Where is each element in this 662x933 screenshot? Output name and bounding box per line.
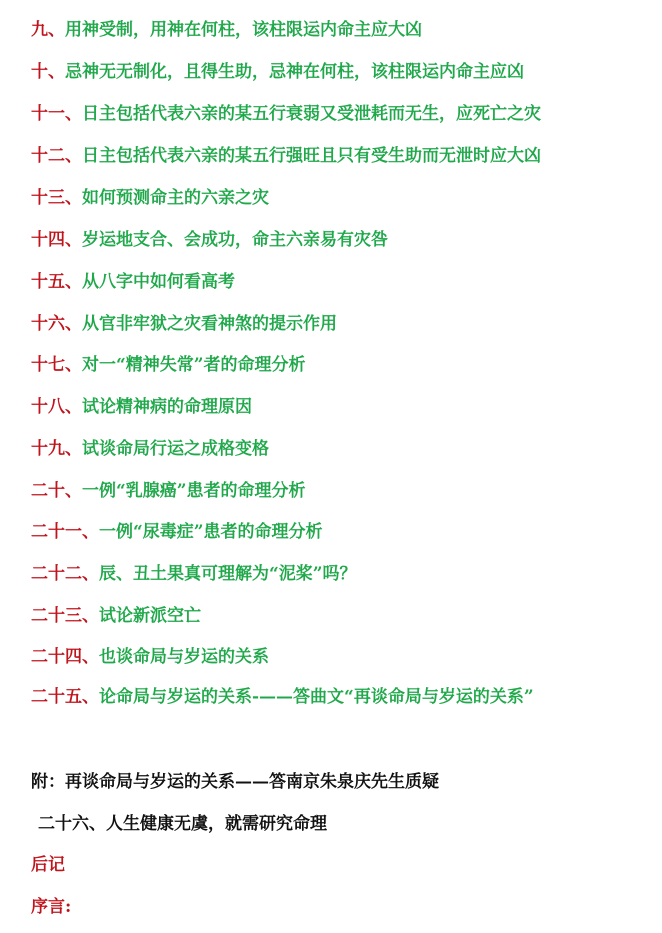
toc-afterword: 后记 xyxy=(31,855,65,875)
toc-item-12 xyxy=(31,144,631,168)
toc-number: 十九、 xyxy=(31,439,82,459)
toc-number: 十四、 xyxy=(31,230,82,250)
toc-item-19 xyxy=(31,437,631,461)
toc-number: 十二、 xyxy=(31,146,82,166)
toc-number: 二十四、 xyxy=(31,647,99,667)
toc-number: 十五、 xyxy=(31,272,82,292)
toc-number: 十、 xyxy=(31,62,65,82)
toc-number: 二十、 xyxy=(31,481,82,501)
toc-item-11 xyxy=(31,102,631,126)
toc-number: 九、 xyxy=(31,20,65,40)
toc-appendix: 附：再谈命局与岁运的关系——答南京朱泉庆先生质疑 xyxy=(31,772,439,792)
toc-item-26: 二十六、人生健康无虞，就需研究命理 xyxy=(38,814,327,834)
toc-item-22 xyxy=(31,562,631,586)
toc-title: 试论新派空亡 xyxy=(99,606,201,626)
toc-number: 二十五、 xyxy=(31,687,99,707)
toc-item-10 xyxy=(31,60,631,84)
toc-number: 十三、 xyxy=(31,188,82,208)
toc-title: 一例“乳腺癌”患者的命理分析 xyxy=(82,481,306,501)
toc-title: 从八字中如何看高考 xyxy=(82,272,235,292)
toc-item-9 xyxy=(31,18,631,42)
toc-title: 日主包括代表六亲的某五行衰弱又受泄耗而无生，应死亡之灾 xyxy=(82,104,541,124)
toc-item-16 xyxy=(31,312,631,336)
toc-title: 试谈命局行运之成格变格 xyxy=(82,439,269,459)
toc-number: 十一、 xyxy=(31,104,82,124)
toc-preface: 序言: xyxy=(31,897,72,917)
toc-number: 二十二、 xyxy=(31,564,99,584)
toc-title: 忌神无无制化，且得生助，忌神在何柱，该柱限运内命主应凶 xyxy=(65,62,524,82)
toc-title: 从官非牢狱之灾看神煞的提示作用 xyxy=(82,314,337,334)
toc-title: 也谈命局与岁运的关系 xyxy=(99,647,269,667)
toc-title: 试论精神病的命理原因 xyxy=(82,397,252,417)
toc-title: 辰、丑土果真可理解为“泥桨”吗？ xyxy=(99,564,357,584)
toc-item-23 xyxy=(31,604,631,628)
toc-title: 一例“尿毒症”患者的命理分析 xyxy=(99,522,323,542)
toc-item-15 xyxy=(31,270,631,294)
toc-item-20 xyxy=(31,479,631,503)
toc-number: 十六、 xyxy=(31,314,82,334)
toc-title: 岁运地支合、会成功，命主六亲易有灾咎 xyxy=(82,230,388,250)
toc-title: 用神受制，用神在何柱，该柱限运内命主应大凶 xyxy=(65,20,422,40)
toc-item-21 xyxy=(31,520,631,544)
toc-number: 十七、 xyxy=(31,355,82,375)
toc-title: 日主包括代表六亲的某五行强旺且只有受生助而无泄时应大凶 xyxy=(82,146,541,166)
toc-item-24 xyxy=(31,645,631,669)
toc-item-18 xyxy=(31,395,631,419)
toc-number: 十八、 xyxy=(31,397,82,417)
toc-number: 二十一、 xyxy=(31,522,99,542)
toc-item-14 xyxy=(31,228,631,252)
toc-item-17 xyxy=(31,353,631,377)
toc-title: 论命局与岁运的关系-——答曲文“再谈命局与岁运的关系” xyxy=(99,687,534,707)
toc-item-25 xyxy=(31,677,621,718)
toc-number: 二十三、 xyxy=(31,606,99,626)
toc-title: 对一“精神失常”者的命理分析 xyxy=(82,355,306,375)
toc-title: 如何预测命主的六亲之灾 xyxy=(82,188,269,208)
toc-item-13 xyxy=(31,186,631,210)
